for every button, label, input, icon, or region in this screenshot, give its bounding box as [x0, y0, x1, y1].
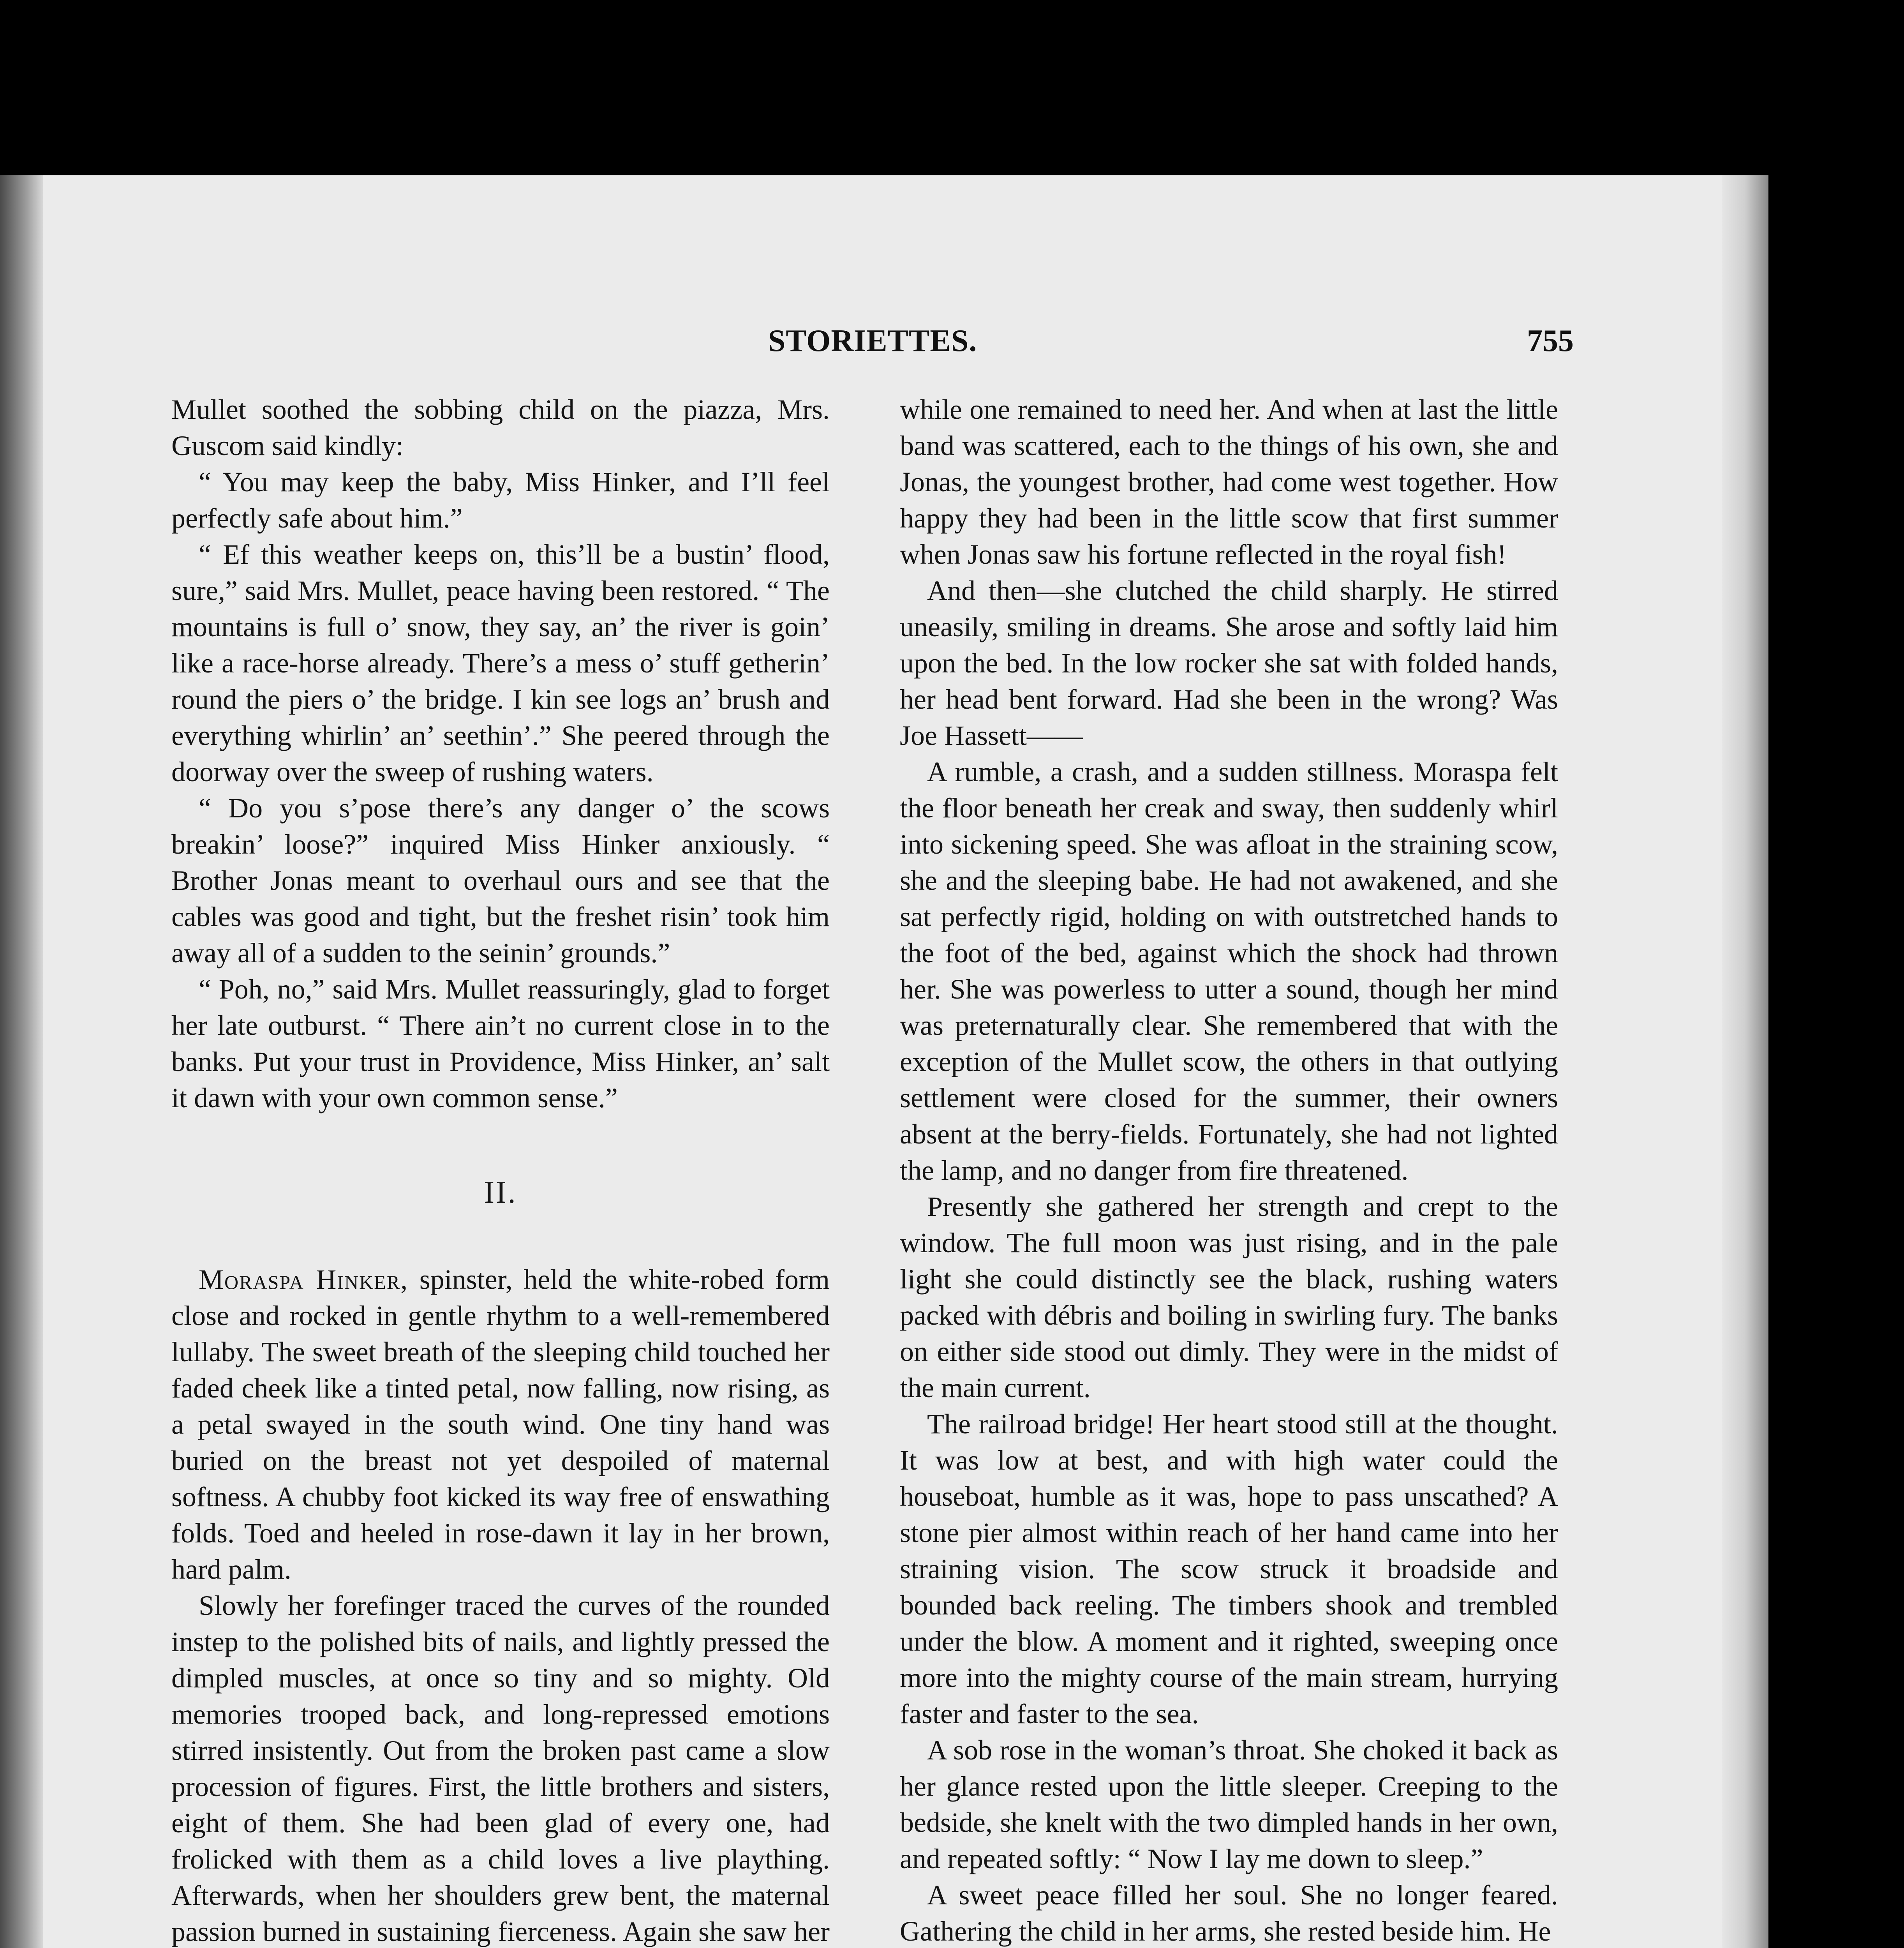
- page-edge-shadow: [1722, 175, 1768, 1948]
- paragraph: A rumble, a crash, and a sudden stillness. Moraspa felt the floor beneath her creak and sway, then suddenly whirl into sickening speed. She was afloat in the straining scow, she and the sleeping babe. He had not awakened, and she sat perfectly rigid, holding on with outstretched hands to the foot of the bed, against which the shock had thrown her. She was powerless to utter a sound, though her mind was preternaturally clear. She remembered that with the exception of the Mullet scow, the others in that outlying settlement were closed for the summer, their owners absent at the berry-fields. Fortunately, she had not lighted the lamp, and no danger from fire threatened.: [900, 756, 1558, 1186]
- section-heading: II.: [484, 1175, 517, 1210]
- paragraph: “ You may keep the baby, Miss Hinker, and I’ll feel perfectly safe about him.”: [171, 466, 830, 534]
- paragraph: while one remained to need her. And when at last the little band was scattered, each to the things of his own, she and Jonas, the youngest brother, had come west together. How happy they had been in the little scow that first summer when Jonas saw his fortune reflected in the royal fish!: [900, 394, 1558, 570]
- paragraph: “ Do you s’pose there’s any danger o’ the scows breakin’ loose?” inquired Miss Hinker anxiously. “ Brother Jonas meant to overhaul ours and see that the cables was good and tight, but the freshet risin’ took him away all of a sudden to the seinin’ grounds.”: [171, 792, 830, 969]
- character-name: Moraspa Hinker,: [199, 1264, 409, 1295]
- paragraph: “ Ef this weather keeps on, this’ll be a bustin’ flood, sure,” said Mrs. Mullet, peace having been restored. “ The mountains is full o’ snow, they say, an’ the river is goin’ like a race-horse already. There’s a mess o’ stuff getherin’ round the piers o’ the bridge. I kin see logs an’ brush and everything whirlin’ an’ seethin’.” She peered through the doorway over the sweep of rushing waters.: [171, 539, 830, 787]
- paragraph: Presently she gathered her strength and crept to the window. The full moon was just rising, and in the pale light she could distinctly see the black, rushing waters packed with débris and boiling in swirling fury. The banks on either side stood out dimly. They were in the midst of the main current.: [900, 1191, 1558, 1403]
- paragraph: A sweet peace filled her soul. She no longer feared. Gathering the child in her arms, she rested beside him. He: [900, 1879, 1558, 1947]
- paragraph-text: spinster, held the white-robed form close and rocked in gentle rhythm to a well-remembered lullaby. The sweet breath of the sleeping child touched her faded cheek like a tinted petal, now falling, now rising, as a petal swayed in the south wind. One tiny hand was buried on the breast not yet despoiled of maternal softness. A chubby foot kicked its way free of enswathing folds. Toed and heeled in rose-dawn it lay in her brown, hard palm.: [171, 1264, 830, 1585]
- page-spine-shadow: [0, 175, 43, 1948]
- paragraph: And then—she clutched the child sharply. He stirred uneasily, smiling in dreams. She arose and softly laid him upon the bed. In the low rocker she sat with folded hands, her head bent forward. Had she been in the wrong? Was Joe Hassett——: [900, 575, 1558, 751]
- book-page: [0, 175, 1768, 1948]
- left-column: [171, 392, 830, 1948]
- paragraph: The railroad bridge! Her heart stood still at the thought. It was low at best, and with high water could the houseboat, humble as it was, hope to pass unscathed? A stone pier almost within reach of her hand came into her straining vision. The scow struck it broadside and bounded back reeling. The timbers shook and trembled under the blow. A moment and it righted, sweeping once more into the mighty course of the main stream, hurrying faster and faster to the sea.: [900, 1408, 1558, 1729]
- running-header: [171, 323, 1574, 362]
- running-title: STORIETTES.: [768, 324, 977, 358]
- page-number: 755: [1527, 324, 1574, 358]
- paragraph: Mullet soothed the sobbing child on the piazza, Mrs. Guscom said kindly:: [171, 394, 830, 461]
- paragraph: A sob rose in the woman’s throat. She choked it back as her glance rested upon the little sleeper. Creeping to the bedside, she knelt with the two dimpled hands in her own, and repeated softly: “ Now I lay me down to sleep.”: [900, 1734, 1558, 1874]
- paragraph: “ Poh, no,” said Mrs. Mullet reassuringly, glad to forget her late outburst. “ There ain’t no current close in to the banks. Put your trust in Providence, Miss Hinker, an’ salt it dawn with your own common sense.”: [171, 974, 830, 1113]
- paragraph: Slowly her forefinger traced the curves of the rounded instep to the polished bits of nails, and lightly pressed the dimpled muscles, at once so tiny and so mighty. Old memories trooped back, and long-repressed emotions stirred insistently. Out from the broken past came a slow procession of figures. First, the little brothers and sisters, eight of them. She had been glad of every one, had frolicked with them as a child loves a live plaything. Afterwards, when her shoulders grew bent, the maternal passion burned in sustaining fierceness. Again she saw her: [171, 1590, 830, 1947]
- paragraph: [171, 1262, 830, 1588]
- right-column: [900, 392, 1558, 1948]
